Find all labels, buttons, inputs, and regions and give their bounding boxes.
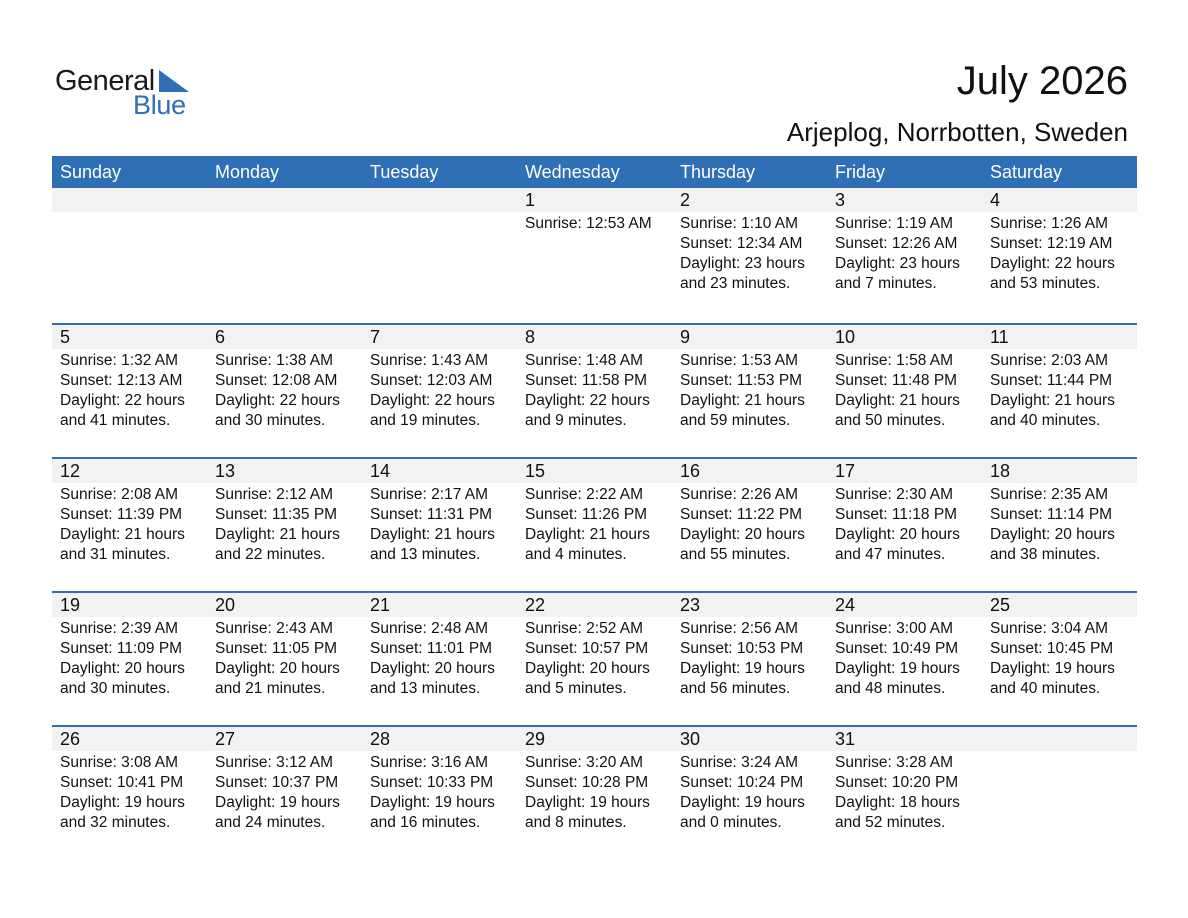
sun-info-line: Sunset: 10:49 PM — [835, 640, 959, 657]
sun-info-line: Sunrise: 1:58 AM — [835, 352, 954, 369]
sun-info-line: Sunset: 11:22 PM — [680, 506, 803, 523]
sun-info-line: Daylight: 20 hours — [370, 660, 495, 677]
weekday-friday: Friday — [835, 162, 886, 182]
day-sun-info — [672, 751, 827, 833]
sun-info-line: Sunrise: 2:12 AM — [215, 486, 334, 503]
day-sun-info — [982, 212, 1137, 294]
day-cell — [517, 727, 672, 859]
sun-info-line: and 19 minutes. — [370, 412, 481, 429]
day-cell — [517, 459, 672, 591]
sun-info-line: Sunrise: 3:28 AM — [835, 754, 954, 771]
day-number: 15 — [517, 459, 672, 483]
sun-info-line: Sunset: 12:08 AM — [215, 372, 338, 389]
week-row — [52, 457, 1137, 591]
sun-info-line: Daylight: 21 hours — [215, 526, 340, 543]
sun-info-line: Sunrise: 1:10 AM — [680, 215, 799, 232]
day-sun-info — [982, 349, 1137, 431]
sun-info-line: and 30 minutes. — [60, 680, 171, 697]
sun-info-line: and 23 minutes. — [680, 275, 791, 292]
day-sun-info — [517, 349, 672, 431]
day-cell — [672, 188, 827, 323]
day-sun-info — [207, 617, 362, 699]
sun-info-line: Daylight: 19 hours — [680, 660, 805, 677]
weekday-saturday: Saturday — [990, 162, 1063, 182]
sun-info-line: and 30 minutes. — [215, 412, 326, 429]
sun-info-line: Sunset: 11:53 PM — [680, 372, 803, 389]
sun-info-line: Daylight: 22 hours — [370, 392, 495, 409]
sun-info-line: Sunrise: 3:24 AM — [680, 754, 799, 771]
sun-info-line: Daylight: 22 hours — [215, 392, 340, 409]
day-sun-info — [827, 751, 982, 833]
sun-info-line: Sunset: 11:05 PM — [215, 640, 338, 657]
day-number: 26 — [52, 727, 207, 751]
sun-info-line: Sunrise: 1:53 AM — [680, 352, 799, 369]
day-number: 11 — [982, 325, 1137, 349]
day-sun-info — [982, 483, 1137, 565]
day-sun-info — [672, 617, 827, 699]
sun-info-line: Daylight: 22 hours — [990, 255, 1115, 272]
weekday-sunday: Sunday — [60, 162, 122, 182]
sun-info-line: Sunrise: 3:08 AM — [60, 754, 179, 771]
sun-info-line: Sunset: 11:44 PM — [990, 372, 1113, 389]
sun-info-line: Sunrise: 1:43 AM — [370, 352, 489, 369]
week-row — [52, 725, 1137, 859]
sun-info-line: Sunset: 10:37 PM — [215, 774, 339, 791]
day-cell — [362, 325, 517, 457]
sun-info-line: Daylight: 18 hours — [835, 794, 960, 811]
day-number: 9 — [672, 325, 827, 349]
sun-info-line: Sunrise: 2:17 AM — [370, 486, 489, 503]
sun-info-line: and 40 minutes. — [990, 412, 1101, 429]
sun-info-line: Sunset: 12:34 AM — [680, 235, 803, 252]
day-sun-info — [207, 751, 362, 833]
day-number: 5 — [52, 325, 207, 349]
day-cell — [672, 459, 827, 591]
sun-info-line: Daylight: 19 hours — [525, 794, 650, 811]
empty-day-bar — [52, 188, 207, 212]
page-title: July 2026 — [956, 59, 1128, 103]
sun-info-line: Sunrise: 3:12 AM — [215, 754, 334, 771]
day-cell — [517, 593, 672, 725]
weekday-wednesday: Wednesday — [525, 162, 620, 182]
day-cell — [827, 727, 982, 859]
sun-info-line: Sunset: 11:26 PM — [525, 506, 648, 523]
day-number: 10 — [827, 325, 982, 349]
day-number: 18 — [982, 459, 1137, 483]
day-sun-info — [827, 617, 982, 699]
sun-info-line: Daylight: 19 hours — [370, 794, 495, 811]
sun-info-line: Sunrise: 2:48 AM — [370, 620, 489, 637]
sun-info-line: Sunset: 11:39 PM — [60, 506, 183, 523]
day-cell — [207, 325, 362, 457]
day-number: 29 — [517, 727, 672, 751]
day-cell — [982, 459, 1137, 591]
day-cell — [672, 727, 827, 859]
brand-name-blue: Blue — [133, 90, 186, 120]
day-cell — [517, 188, 672, 323]
sun-info-line: Sunset: 12:13 AM — [60, 372, 183, 389]
day-cell — [207, 727, 362, 859]
sun-info-line: Sunset: 10:57 PM — [525, 640, 649, 657]
sun-info-line: and 5 minutes. — [525, 680, 627, 697]
day-number: 1 — [517, 188, 672, 212]
sun-info-line: Daylight: 22 hours — [525, 392, 650, 409]
weekday-tuesday: Tuesday — [370, 162, 439, 182]
day-number: 25 — [982, 593, 1137, 617]
sun-info-line: Sunrise: 2:35 AM — [990, 486, 1109, 503]
day-sun-info — [982, 617, 1137, 699]
sun-info-line: Daylight: 20 hours — [215, 660, 340, 677]
sun-info-line: and 0 minutes. — [680, 814, 782, 831]
sun-info-line: Sunrise: 1:48 AM — [525, 352, 644, 369]
sun-info-line: Daylight: 23 hours — [835, 255, 960, 272]
sun-info-line: Daylight: 20 hours — [990, 526, 1115, 543]
day-cell — [52, 727, 207, 859]
sun-info-line: Daylight: 20 hours — [525, 660, 650, 677]
sun-info-line: Sunrise: 1:32 AM — [60, 352, 179, 369]
day-sun-info — [672, 483, 827, 565]
sun-info-line: Sunrise: 1:26 AM — [990, 215, 1109, 232]
sun-info-line: and 22 minutes. — [215, 546, 326, 563]
day-cell — [982, 593, 1137, 725]
sun-info-line: Sunrise: 2:30 AM — [835, 486, 954, 503]
day-sun-info — [362, 483, 517, 565]
sun-info-line: and 50 minutes. — [835, 412, 946, 429]
sun-info-line: Daylight: 21 hours — [835, 392, 960, 409]
day-number: 8 — [517, 325, 672, 349]
day-sun-info — [362, 617, 517, 699]
calendar — [52, 156, 1137, 859]
day-cell — [827, 325, 982, 457]
sun-info-line: Daylight: 19 hours — [215, 794, 340, 811]
day-sun-info — [672, 212, 827, 294]
empty-day-bar — [362, 188, 517, 212]
day-number: 24 — [827, 593, 982, 617]
day-sun-info — [517, 483, 672, 565]
day-sun-info — [517, 617, 672, 699]
day-sun-info — [52, 349, 207, 431]
sun-info-line: Sunrise: 2:03 AM — [990, 352, 1109, 369]
day-number: 7 — [362, 325, 517, 349]
day-number: 17 — [827, 459, 982, 483]
day-number: 20 — [207, 593, 362, 617]
sun-info-line: and 52 minutes. — [835, 814, 946, 831]
empty-day-cell — [52, 188, 207, 323]
day-number: 22 — [517, 593, 672, 617]
day-sun-info — [827, 212, 982, 294]
brand-triangle-icon — [159, 70, 189, 92]
day-sun-info — [362, 751, 517, 833]
day-number: 23 — [672, 593, 827, 617]
day-sun-info — [827, 483, 982, 565]
sun-info-line: Daylight: 19 hours — [990, 660, 1115, 677]
day-number: 2 — [672, 188, 827, 212]
day-number: 3 — [827, 188, 982, 212]
sun-info-line: Daylight: 21 hours — [680, 392, 805, 409]
day-cell — [672, 593, 827, 725]
sun-info-line: Sunrise: 2:56 AM — [680, 620, 799, 637]
day-sun-info — [52, 617, 207, 699]
sun-info-line: Daylight: 21 hours — [525, 526, 650, 543]
sun-info-line: Sunrise: 3:00 AM — [835, 620, 954, 637]
sun-info-line: Sunset: 10:45 PM — [990, 640, 1114, 657]
day-number: 19 — [52, 593, 207, 617]
sun-info-line: Daylight: 23 hours — [680, 255, 805, 272]
sun-info-line: Sunset: 10:24 PM — [680, 774, 804, 791]
sun-info-line: Daylight: 20 hours — [835, 526, 960, 543]
sun-info-line: Sunrise: 12:53 AM — [525, 215, 652, 232]
sun-info-line: and 8 minutes. — [525, 814, 627, 831]
sun-info-line: and 56 minutes. — [680, 680, 791, 697]
day-cell — [672, 325, 827, 457]
day-cell — [52, 593, 207, 725]
sun-info-line: Sunset: 11:18 PM — [835, 506, 958, 523]
calendar-weeks — [52, 188, 1137, 859]
sun-info-line: Sunrise: 2:39 AM — [60, 620, 179, 637]
weekday-thursday: Thursday — [680, 162, 756, 182]
sun-info-line: Sunset: 12:26 AM — [835, 235, 958, 252]
sun-info-line: Sunrise: 2:43 AM — [215, 620, 334, 637]
day-number: 30 — [672, 727, 827, 751]
sun-info-line: Daylight: 19 hours — [835, 660, 960, 677]
day-sun-info — [207, 483, 362, 565]
weekday-monday: Monday — [215, 162, 280, 182]
week-row — [52, 188, 1137, 323]
day-number: 13 — [207, 459, 362, 483]
day-sun-info — [517, 751, 672, 833]
sun-info-line: and 31 minutes. — [60, 546, 171, 563]
day-number: 4 — [982, 188, 1137, 212]
sun-info-line: and 53 minutes. — [990, 275, 1101, 292]
weekday-header — [52, 156, 1137, 188]
brand-logo — [55, 66, 205, 118]
sun-info-line: and 21 minutes. — [215, 680, 326, 697]
sun-info-line: Daylight: 20 hours — [60, 660, 185, 677]
empty-day-cell — [362, 188, 517, 323]
sun-info-line: Sunset: 11:31 PM — [370, 506, 493, 523]
day-cell — [207, 593, 362, 725]
day-cell — [517, 325, 672, 457]
sun-info-line: and 13 minutes. — [370, 546, 481, 563]
week-row — [52, 323, 1137, 457]
sun-info-line: and 7 minutes. — [835, 275, 937, 292]
day-number: 27 — [207, 727, 362, 751]
sun-info-line: Daylight: 21 hours — [370, 526, 495, 543]
sun-info-line: Sunset: 11:14 PM — [990, 506, 1113, 523]
day-cell — [362, 727, 517, 859]
sun-info-line: and 38 minutes. — [990, 546, 1101, 563]
sun-info-line: and 48 minutes. — [835, 680, 946, 697]
day-cell — [362, 593, 517, 725]
day-sun-info — [52, 483, 207, 565]
sun-info-line: and 55 minutes. — [680, 546, 791, 563]
day-cell — [982, 325, 1137, 457]
sun-info-line: and 40 minutes. — [990, 680, 1101, 697]
day-number: 14 — [362, 459, 517, 483]
sun-info-line: Sunset: 11:01 PM — [370, 640, 493, 657]
sun-info-line: and 9 minutes. — [525, 412, 627, 429]
sun-info-line: Sunrise: 3:04 AM — [990, 620, 1109, 637]
sun-info-line: and 41 minutes. — [60, 412, 171, 429]
sun-info-line: and 32 minutes. — [60, 814, 171, 831]
day-number: 12 — [52, 459, 207, 483]
sun-info-line: Sunset: 11:09 PM — [60, 640, 183, 657]
day-number: 6 — [207, 325, 362, 349]
sun-info-line: Daylight: 19 hours — [680, 794, 805, 811]
sun-info-line: Daylight: 19 hours — [60, 794, 185, 811]
sun-info-line: Daylight: 22 hours — [60, 392, 185, 409]
sun-info-line: Sunset: 10:28 PM — [525, 774, 649, 791]
empty-day-bar — [982, 727, 1137, 751]
sun-info-line: Sunrise: 1:19 AM — [835, 215, 954, 232]
day-sun-info — [207, 349, 362, 431]
sun-info-line: Sunrise: 3:16 AM — [370, 754, 489, 771]
sun-info-line: and 4 minutes. — [525, 546, 627, 563]
sun-info-line: Sunrise: 2:26 AM — [680, 486, 799, 503]
sun-info-line: Sunrise: 2:52 AM — [525, 620, 644, 637]
sun-info-line: Sunset: 11:58 PM — [525, 372, 648, 389]
day-cell — [362, 459, 517, 591]
sun-info-line: and 59 minutes. — [680, 412, 791, 429]
day-number: 16 — [672, 459, 827, 483]
day-cell — [207, 459, 362, 591]
empty-day-cell — [982, 727, 1137, 859]
day-cell — [827, 593, 982, 725]
sun-info-line: Sunset: 11:48 PM — [835, 372, 958, 389]
sun-info-line: Sunrise: 3:20 AM — [525, 754, 644, 771]
sun-info-line: Sunset: 12:03 AM — [370, 372, 493, 389]
day-sun-info — [672, 349, 827, 431]
sun-info-line: and 13 minutes. — [370, 680, 481, 697]
day-cell — [52, 325, 207, 457]
sun-info-line: Sunset: 10:53 PM — [680, 640, 804, 657]
day-cell — [827, 459, 982, 591]
sun-info-line: Sunset: 11:35 PM — [215, 506, 338, 523]
week-row — [52, 591, 1137, 725]
day-cell — [52, 459, 207, 591]
day-number: 28 — [362, 727, 517, 751]
day-sun-info — [517, 212, 672, 234]
day-cell — [982, 188, 1137, 323]
brand-name-general: General — [55, 65, 155, 97]
sun-info-line: Daylight: 20 hours — [680, 526, 805, 543]
day-number: 21 — [362, 593, 517, 617]
empty-day-bar — [207, 188, 362, 212]
day-cell — [827, 188, 982, 323]
empty-day-cell — [207, 188, 362, 323]
sun-info-line: Daylight: 21 hours — [990, 392, 1115, 409]
sun-info-line: Sunrise: 2:08 AM — [60, 486, 179, 503]
day-number: 31 — [827, 727, 982, 751]
sun-info-line: Sunset: 12:19 AM — [990, 235, 1113, 252]
sun-info-line: Sunset: 10:20 PM — [835, 774, 959, 791]
day-sun-info — [362, 349, 517, 431]
location-subtitle: Arjeplog, Norrbotten, Sweden — [786, 117, 1128, 147]
sun-info-line: and 16 minutes. — [370, 814, 481, 831]
sun-info-line: and 24 minutes. — [215, 814, 326, 831]
sun-info-line: Sunrise: 2:22 AM — [525, 486, 644, 503]
sun-info-line: Sunset: 10:33 PM — [370, 774, 494, 791]
day-sun-info — [827, 349, 982, 431]
sun-info-line: Sunset: 10:41 PM — [60, 774, 184, 791]
sun-info-line: and 47 minutes. — [835, 546, 946, 563]
sun-info-line: Sunrise: 1:38 AM — [215, 352, 334, 369]
sun-info-line: Daylight: 21 hours — [60, 526, 185, 543]
day-sun-info — [52, 751, 207, 833]
